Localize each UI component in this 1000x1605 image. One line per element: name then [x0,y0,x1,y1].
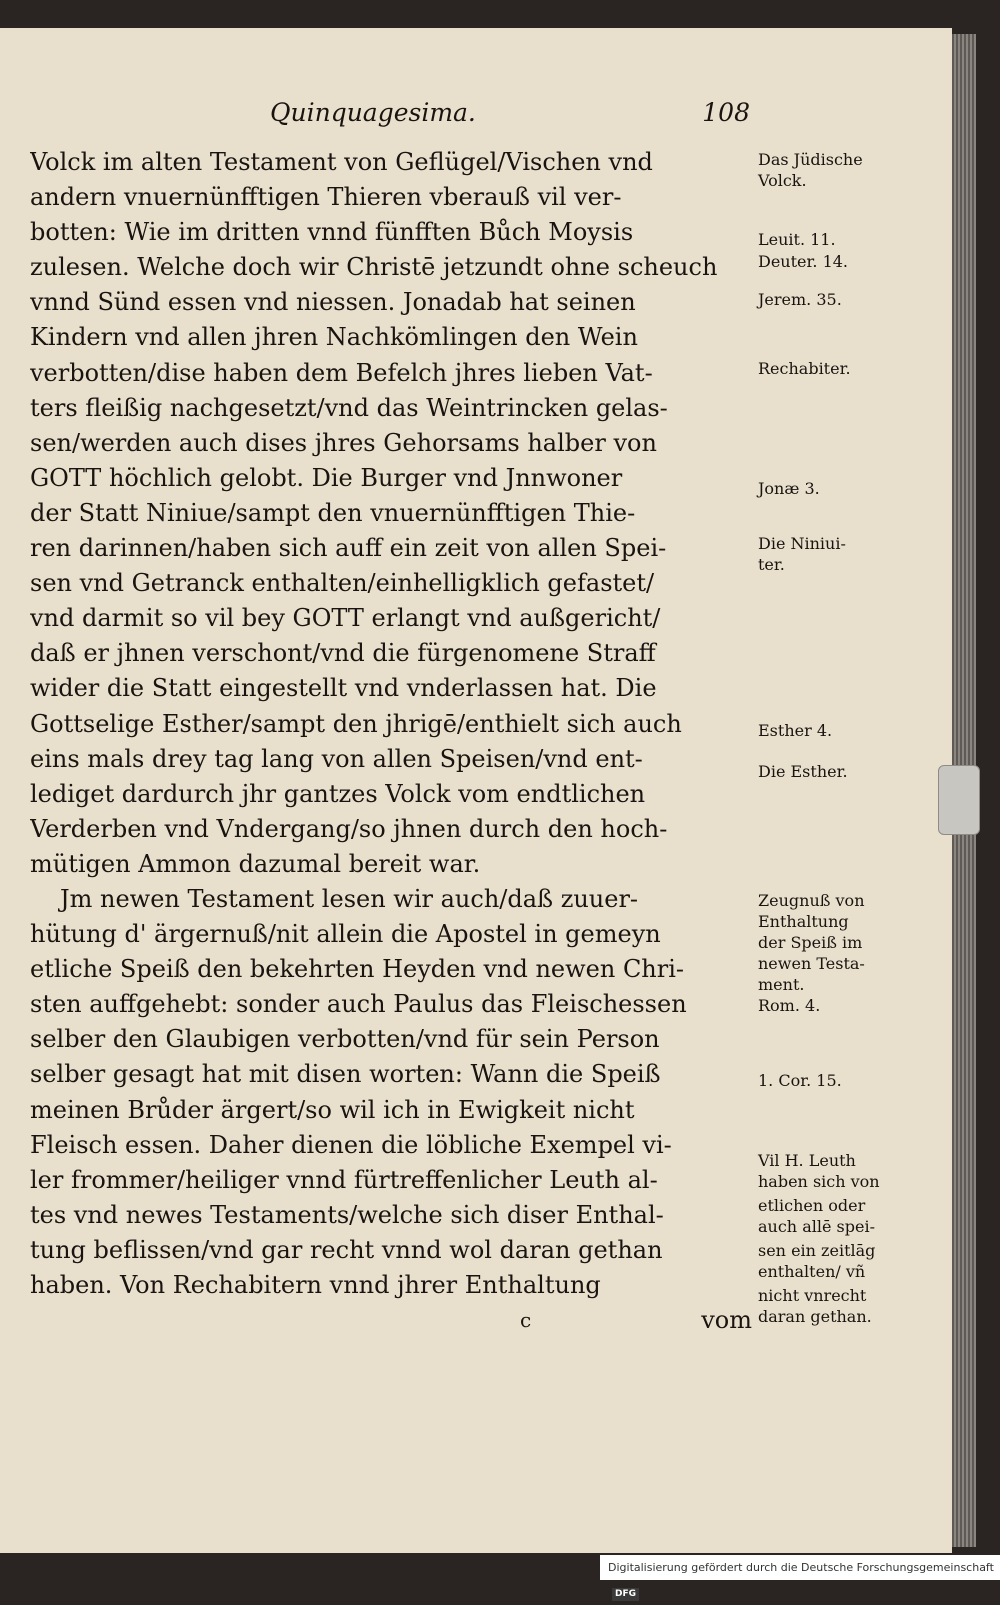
text-line: wider die Statt eingestellt vnd vnderlassen hat. Die [30,674,657,703]
tab-marker [938,765,980,835]
text-line: sen/werden auch dises jhres Gehorsams halber von [30,428,657,457]
margin-note-text: enthalten/ vñ [758,1262,866,1281]
margin-note [758,1195,875,1237]
margin-note-text: Volck. [758,171,807,190]
margin-note-text: Rechabiter. [758,359,851,378]
margin-note [758,149,863,191]
text-line: haben. Von Rechabitern vnnd jhrer Enthaltung [30,1271,601,1299]
margin-note-text: Enthaltung [758,912,849,931]
margin-note [758,533,846,575]
margin-note-text: Deuter. 14. [758,252,849,271]
catchword: vom [701,1306,752,1335]
signature-mark: c [520,1308,532,1333]
text-line: etliche Speiß den bekehrten Heyden vnd newen Chri- [30,955,685,984]
text-line: ler frommer/heiliger vnnd fürtreffenlicher Leuth al- [30,1165,658,1194]
margin-note-text: sen ein zeitlāg [758,1241,876,1260]
margin-note [758,1285,872,1327]
text-line: eins mals drey tag lang von allen Speisen/vnd ent- [30,744,643,773]
margin-note [758,358,851,379]
text-line: meinen Brůder ärgert/so wil ich in Ewigkeit nicht [30,1095,635,1124]
header-title: Quinquagesima. [270,98,476,127]
text-line: hütung d' ärgernuß/nit allein die Apostel in gemeyn [30,920,661,949]
margin-note [758,251,848,272]
custos-line [30,1303,752,1338]
footer-credit [600,1555,1000,1599]
text-line: botten: Wie im dritten vnnd fünfften Bůch Moysis [30,218,634,247]
text-line: ren darinnen/haben sich auff ein zeit von allen Spei- [30,534,667,563]
margin-note-text: etlichen oder [758,1196,866,1215]
folio-number: 108 [702,98,750,127]
margin-note-text: Das Jüdische [758,150,863,169]
text-line: selber den Glaubigen verbotten/vnd für sein Person [30,1025,660,1054]
margin-note [758,1240,875,1282]
margin-note-text: Vil H. Leuth [758,1151,856,1170]
text-line: Volck im alten Testament von Geflügel/Vischen vnd [30,148,653,176]
margin-note-text: daran gethan. [758,1307,872,1326]
margin-note-text: auch allē spei- [758,1217,875,1236]
text-line: ters fleißig nachgesetzt/vnd das Weintrincken gelas- [30,393,668,422]
margin-note [758,1070,842,1091]
text-line: sen vnd Getranck enthalten/einhelligklich gefastet/ [30,569,655,598]
main-text [30,145,752,1338]
text-line: sten auffgehebt: sonder auch Paulus das Fleischessen [30,990,687,1019]
text-line: mütigen Ammon dazumal bereit war. [30,849,481,878]
margin-note-text: Esther 4. [758,721,833,740]
margin-note [758,974,804,995]
margin-note [758,761,848,782]
margin-note-text: nicht vnrecht [758,1286,867,1305]
text-line: Kindern vnd allen jhren Nachkömlingen den Wein [30,323,638,352]
margin-note-text: Die Esther. [758,762,848,781]
text-line: Fleisch essen. Daher dienen die löbliche Exempel vi- [30,1130,672,1159]
text-line: tes vnd newes Testaments/welche sich diser Enthal- [30,1200,664,1229]
footer-text: Digitalisierung gefördert durch die Deutsche Forschungsgemeinschaft [608,1561,994,1574]
text-line: Gottselige Esther/sampt den jhrigē/enthielt sich auch [30,709,682,738]
margin-note-text: der Speiß im [758,933,863,952]
margin-note-text: newen Testa- [758,954,865,973]
text-line: andern vnuernünfftigen Thieren vberauß vil ver- [30,183,622,212]
dfg-logo: DFG [612,1588,639,1601]
text-line: tung beflissen/vnd gar recht vnnd wol daran gethan [30,1235,663,1264]
margin-note [758,720,832,741]
margin-note-text: Zeugnuß von [758,891,865,910]
text-line: Jm newen Testament lesen wir auch/daß zuuer- [60,884,639,913]
margin-note [758,478,820,499]
text-line: daß er jhnen verschont/vnd die fürgenomene Straff [30,639,656,668]
margin-note-text: haben sich von [758,1172,880,1191]
text-line: Verderben vnd Vndergang/so jhnen durch den hoch- [30,814,668,843]
margin-note-text: Rom. 4. [758,996,821,1015]
text-line: vnd darmit so vil bey GOTT erlangt vnd außgericht/ [30,604,661,633]
margin-note-text: Die Niniui- [758,534,846,553]
margin-note-text: Leuit. 11. [758,230,836,249]
margin-note [758,1150,880,1192]
margin-note [758,932,865,974]
text-line: lediget dardurch jhr gantzes Volck vom endtlichen [30,779,646,808]
text-line: GOTT höchlich gelobt. Die Burger vnd Jnnwoner [30,463,623,492]
running-header [270,98,750,134]
margin-note [758,890,865,932]
margin-note [758,289,842,310]
text-line: vnnd Sünd essen vnd niessen. Jonadab hat seinen [30,288,636,317]
margin-note [758,229,836,250]
margin-note-text: 1. Cor. 15. [758,1071,842,1090]
margin-note [758,995,820,1016]
margin-note-text: ter. [758,555,785,574]
margin-note-text: Jerem. 35. [758,290,842,309]
margin-note-text: Jonæ 3. [758,479,820,498]
text-line: der Statt Niniue/sampt den vnuernünfftigen Thie- [30,498,636,527]
text-line: zulesen. Welche doch wir Christē jetzundt ohne scheuch [30,253,718,282]
text-line: selber gesagt hat mit disen worten: Wann die Speiß [30,1060,661,1089]
text-line: verbotten/dise haben dem Befelch jhres lieben Vat- [30,358,653,387]
margin-note-text: ment. [758,975,805,994]
